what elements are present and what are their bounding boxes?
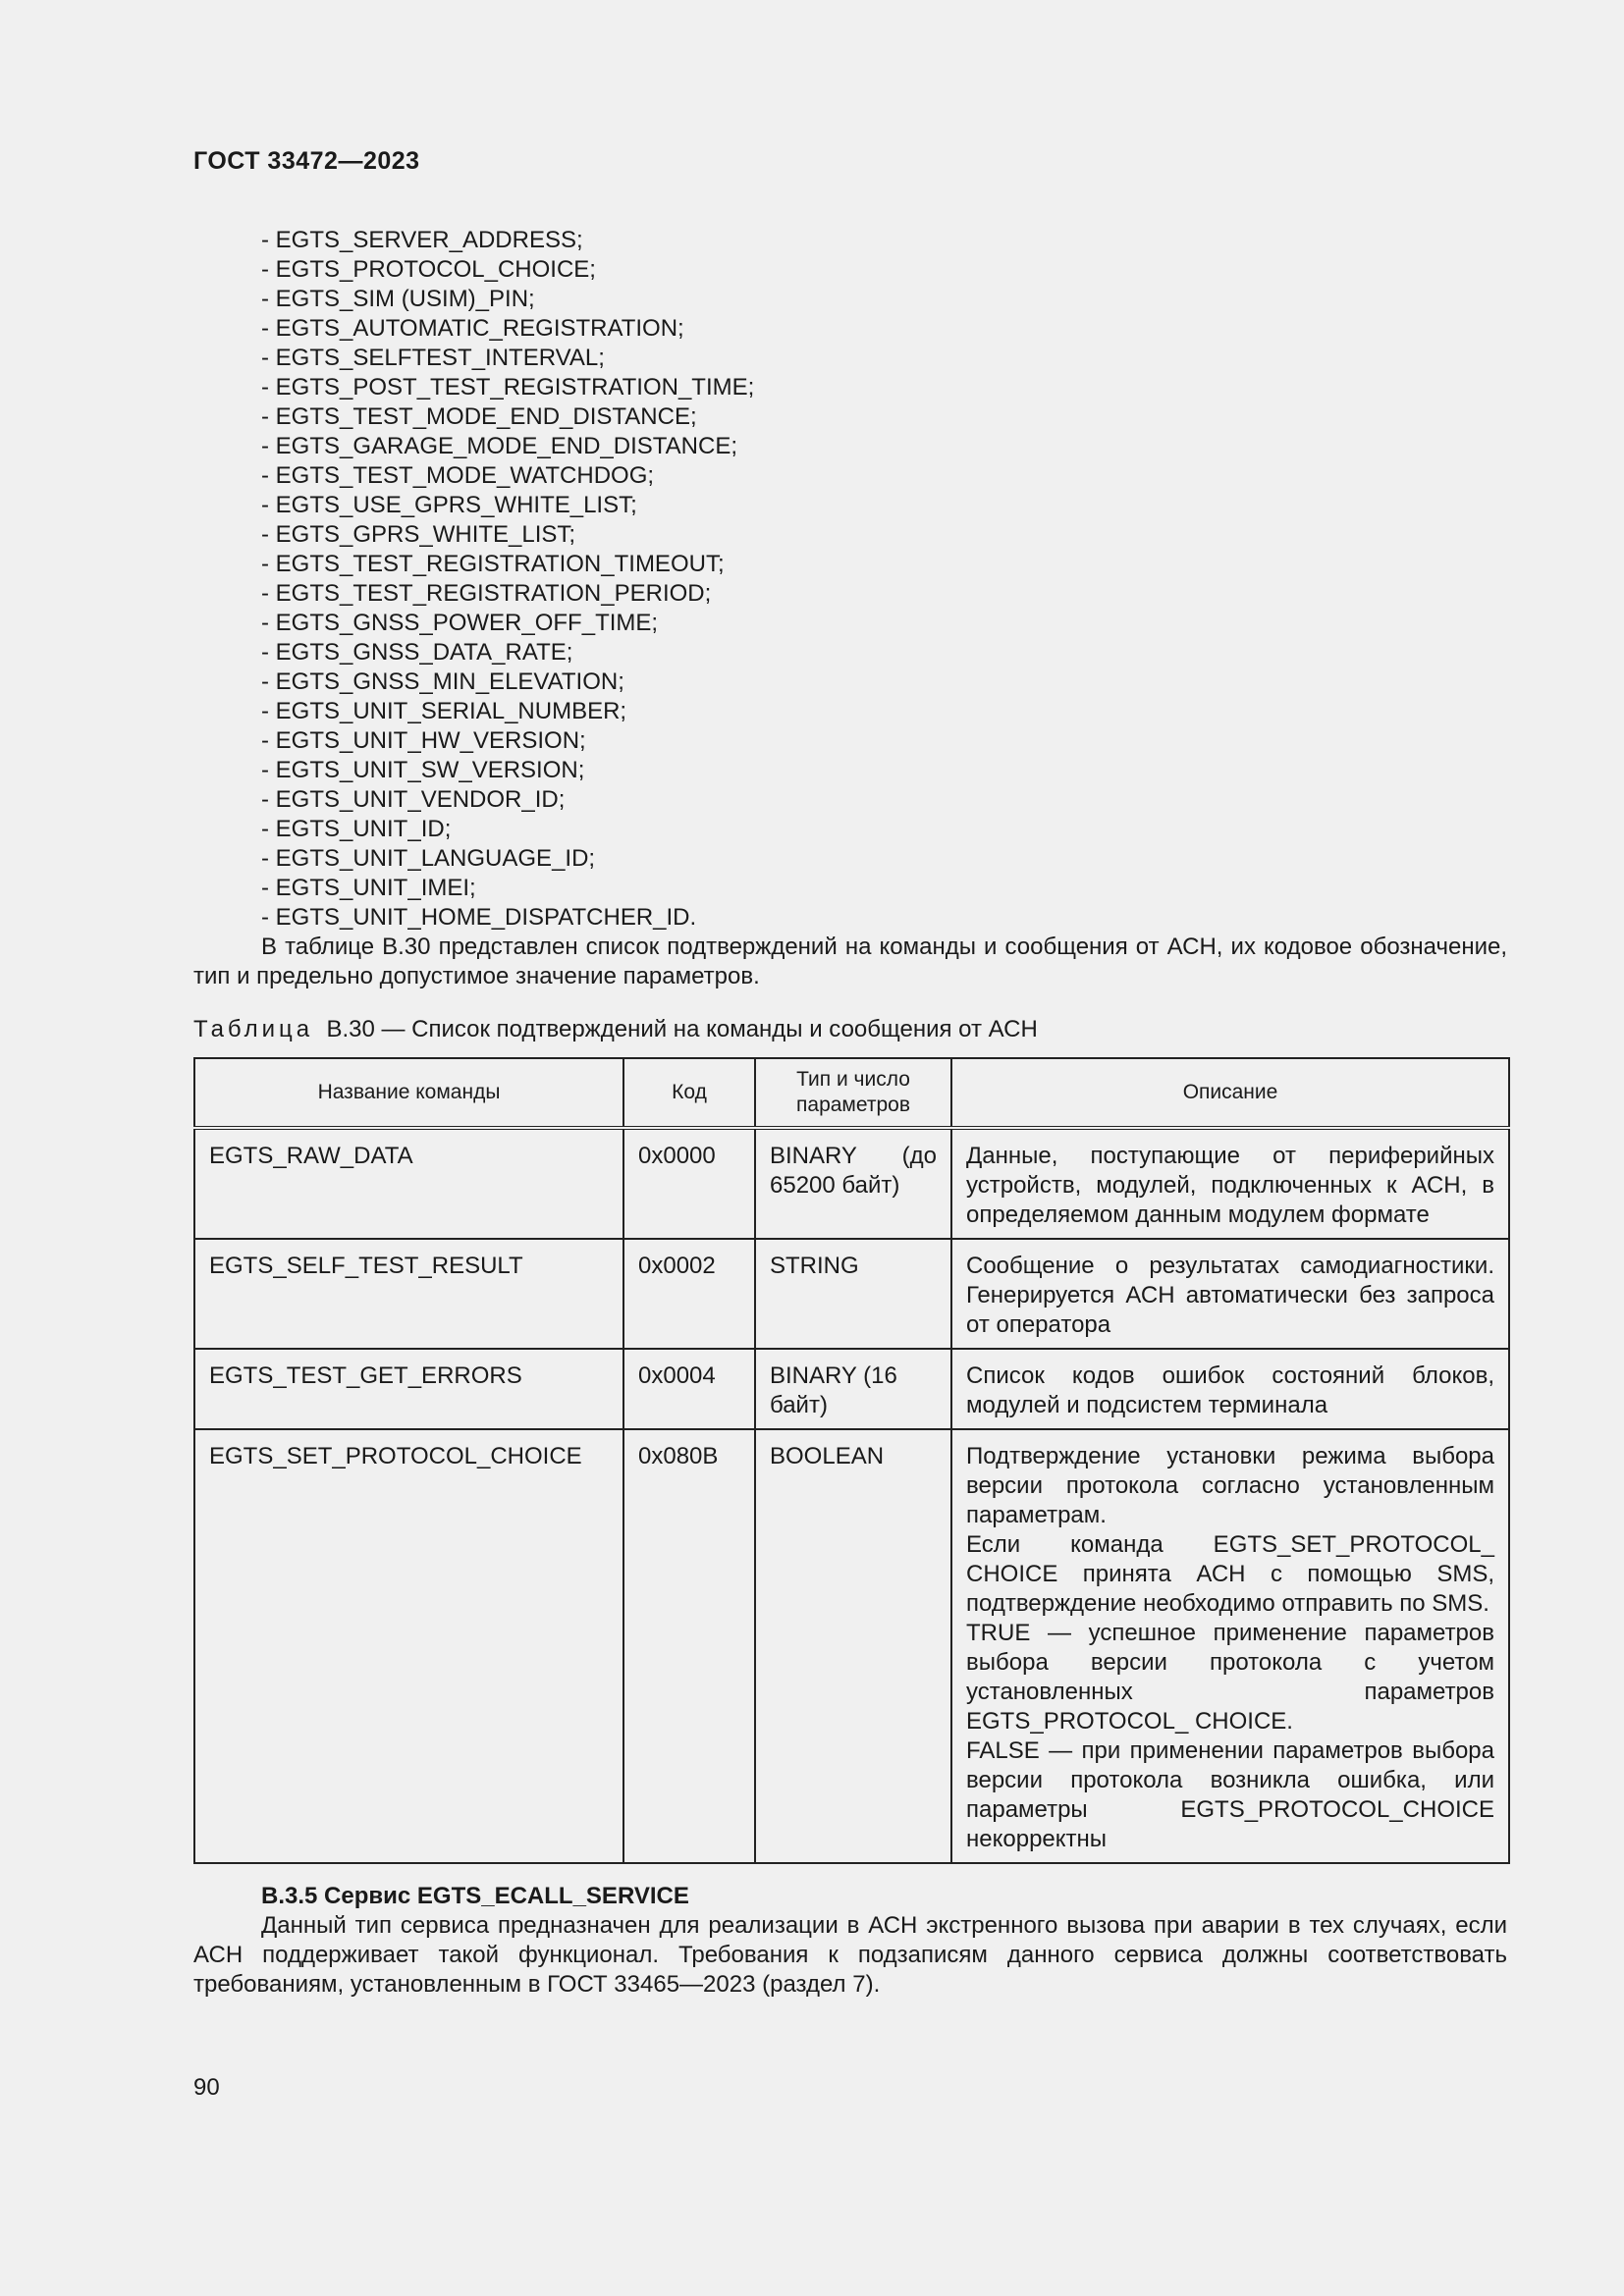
cell-desc xyxy=(951,1239,1509,1349)
cell-code: 0x0000 xyxy=(623,1128,755,1239)
cell-name: EGTS_SET_PROTOCOL_CHOICE xyxy=(194,1429,623,1863)
list-item: - EGTS_UNIT_ID; xyxy=(261,816,452,842)
list-item: - EGTS_PROTOCOL_CHOICE; xyxy=(261,256,596,283)
list-item: - EGTS_UNIT_IMEI; xyxy=(261,875,476,901)
header-type: Тип и число параметров xyxy=(755,1058,951,1128)
list-item: - EGTS_SIM (USIM)_PIN; xyxy=(261,286,535,312)
cell-type: BOOLEAN xyxy=(755,1429,951,1863)
section-paragraph-text: Данный тип сервиса предназначен для реализации в АСН экстренного вызова при аварии в тех случаях, если АСН поддерживает такой функционал. Требования к подзаписям данного сервиса должны соответствовать требованиям, установленным в ГОСТ 33465—2023 (раздел 7). xyxy=(193,1912,1507,1998)
desc-text: Список кодов ошибок состояний блоков, модулей и подсистем терминала xyxy=(966,1362,1494,1418)
table-row xyxy=(194,1239,1509,1349)
cell-type: BINARY (16 байт) xyxy=(755,1349,951,1429)
desc-text: Подтверждение установки режима выбора версии протокола согласно установленным параметрам. xyxy=(966,1443,1494,1528)
list-item: - EGTS_UNIT_HW_VERSION; xyxy=(261,727,586,754)
cell-desc xyxy=(951,1128,1509,1239)
table-row xyxy=(194,1128,1509,1239)
list-item: - EGTS_TEST_MODE_WATCHDOG; xyxy=(261,462,655,489)
list-item: - EGTS_SERVER_ADDRESS; xyxy=(261,227,583,253)
list-item: - EGTS_GNSS_MIN_ELEVATION; xyxy=(261,668,624,695)
desc-text: FALSE — при применении параметров выбора версии протокола возникла ошибка, или параметры EGTS_PROTOCOL_CHOICE некорректны xyxy=(966,1737,1494,1852)
desc-text: Данные, поступающие от периферийных устройств, модулей, подключенных к АСН, в определяемом данным модулем формате xyxy=(966,1143,1494,1228)
list-item: - EGTS_GPRS_WHITE_LIST; xyxy=(261,521,576,548)
table-caption-text: В.30 — Список подтверждений на команды и сообщения от АСН xyxy=(326,1016,1038,1042)
list-item: - EGTS_TEST_REGISTRATION_TIMEOUT; xyxy=(261,551,725,577)
table-caption xyxy=(193,1015,1038,1044)
list-item: - EGTS_GARAGE_MODE_END_DISTANCE; xyxy=(261,433,737,459)
document-header: ГОСТ 33472—2023 xyxy=(193,147,420,175)
cell-type: BINARY (до 65200 байт) xyxy=(755,1128,951,1239)
list-item: - EGTS_UNIT_VENDOR_ID; xyxy=(261,786,566,813)
table-header-row xyxy=(194,1058,1509,1128)
cell-code: 0x0004 xyxy=(623,1349,755,1429)
header-desc: Описание xyxy=(951,1058,1509,1128)
cell-code: 0x080B xyxy=(623,1429,755,1863)
section-title: В.3.5 Сервис EGTS_ECALL_SERVICE xyxy=(261,1883,689,1909)
cell-name: EGTS_SELF_TEST_RESULT xyxy=(194,1239,623,1349)
parameter-list xyxy=(261,226,754,933)
desc-text: Сообщение о результатах самодиагностики. Генерируется АСН автоматически без запроса от оператора xyxy=(966,1253,1494,1338)
cell-desc xyxy=(951,1429,1509,1863)
table-caption-prefix: Таблица xyxy=(193,1016,314,1042)
list-item: - EGTS_USE_GPRS_WHITE_LIST; xyxy=(261,492,637,518)
section-paragraph xyxy=(193,1911,1507,2000)
header-code: Код xyxy=(623,1058,755,1128)
desc-text: TRUE — успешное применение параметров выбора версии протокола с учетом установленных параметров EGTS_PROTOCOL_ CHOICE. xyxy=(966,1620,1494,1735)
intro-paragraph xyxy=(193,933,1507,991)
list-item: - EGTS_UNIT_SERIAL_NUMBER; xyxy=(261,698,627,724)
page-number: 90 xyxy=(193,2074,220,2101)
list-item: - EGTS_GNSS_DATA_RATE; xyxy=(261,639,573,666)
list-item: - EGTS_AUTOMATIC_REGISTRATION; xyxy=(261,315,684,342)
header-name: Название команды xyxy=(194,1058,623,1128)
list-item: - EGTS_TEST_MODE_END_DISTANCE; xyxy=(261,403,697,430)
cell-desc xyxy=(951,1349,1509,1429)
cell-name: EGTS_RAW_DATA xyxy=(194,1128,623,1239)
desc-text: Если команда EGTS_SET_PROTOCOL_ CHOICE принята АСН с помощью SMS, подтверждение необходимо отправить по SMS. xyxy=(966,1531,1494,1617)
list-item: - EGTS_POST_TEST_REGISTRATION_TIME; xyxy=(261,374,755,400)
commands-table xyxy=(193,1057,1510,1864)
list-item: - EGTS_GNSS_POWER_OFF_TIME; xyxy=(261,610,659,636)
table-row xyxy=(194,1349,1509,1429)
cell-code: 0x0002 xyxy=(623,1239,755,1349)
cell-name: EGTS_TEST_GET_ERRORS xyxy=(194,1349,623,1429)
list-item: - EGTS_UNIT_LANGUAGE_ID; xyxy=(261,845,596,872)
list-item: - EGTS_UNIT_SW_VERSION; xyxy=(261,757,585,783)
list-item: - EGTS_SELFTEST_INTERVAL; xyxy=(261,345,605,371)
intro-paragraph-text: В таблице В.30 представлен список подтверждений на команды и сообщения от АСН, их кодовое обозначение, тип и предельно допустимое значение параметров. xyxy=(193,934,1507,989)
list-item: - EGTS_TEST_REGISTRATION_PERIOD; xyxy=(261,580,712,607)
table-row xyxy=(194,1429,1509,1863)
cell-type: STRING xyxy=(755,1239,951,1349)
list-item: - EGTS_UNIT_HOME_DISPATCHER_ID. xyxy=(261,904,697,931)
